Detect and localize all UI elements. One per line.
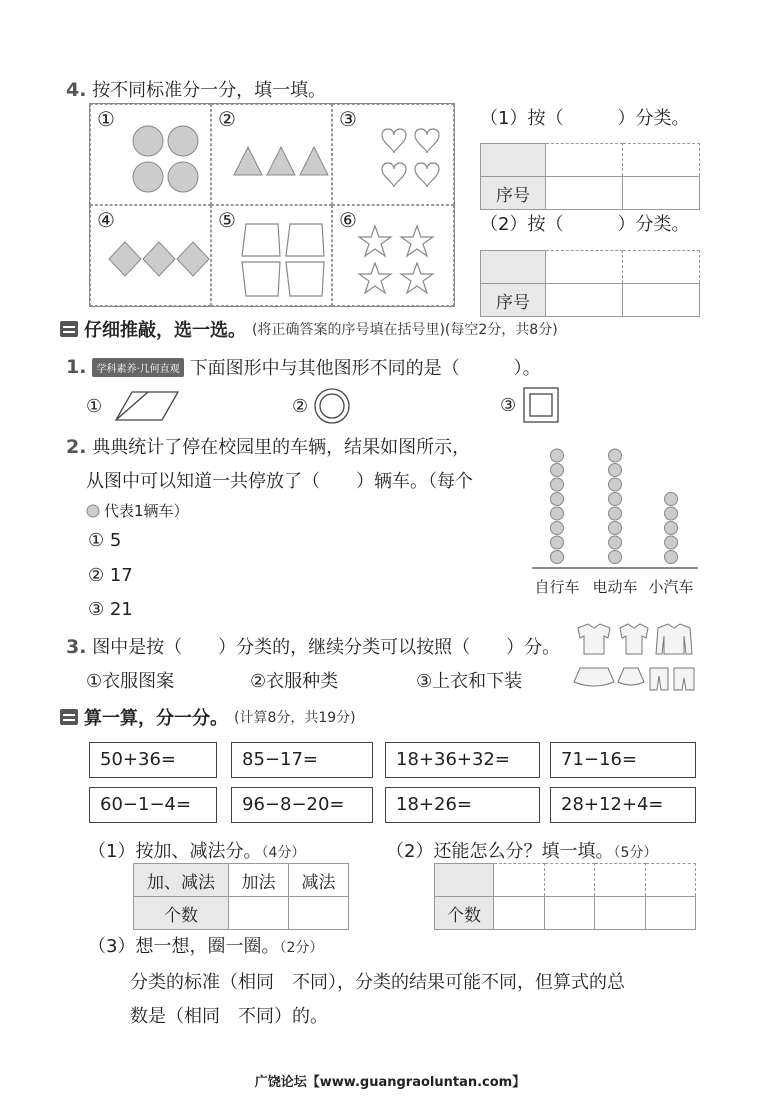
s3-sub1 xyxy=(88,837,305,863)
sub3-score: （2分） xyxy=(279,940,324,956)
section2-heading xyxy=(60,316,558,342)
q3-text: 图中是按（ ）分类的，继续分类可以按照（ ）分。 xyxy=(92,637,561,658)
section2-note: (将正确答案的序号填在括号里)(每空2分，共8分) xyxy=(252,322,558,338)
q4-sub1: （1）按（ ）分类。 xyxy=(480,108,690,129)
chart-dot-3 xyxy=(665,493,678,506)
sub1-score: （4分） xyxy=(261,845,306,861)
cell-number: ① xyxy=(97,107,115,131)
row-label: 序号 xyxy=(481,177,546,210)
add-sub-table xyxy=(133,863,349,930)
footer: 广饶论坛【www.guangraoluntan.com】 xyxy=(254,1075,526,1090)
shape-grid xyxy=(89,103,455,307)
answer-cell[interactable] xyxy=(546,284,623,317)
q2-option-3[interactable]: ③ 21 xyxy=(88,599,133,620)
s2-q1 xyxy=(66,354,541,380)
sub3-text: （3）想一想，圈一圈。 xyxy=(88,936,280,957)
q-number: 3. xyxy=(66,636,87,658)
cell-4 xyxy=(90,205,211,306)
calc-box[interactable]: 50+36= xyxy=(89,742,217,778)
circle-unit-icon xyxy=(86,504,100,518)
chart-dot-1 xyxy=(551,449,564,462)
calc-box[interactable]: 28+12+4= xyxy=(550,787,696,823)
answer-cell[interactable] xyxy=(494,897,545,930)
answer-cell[interactable] xyxy=(289,897,349,930)
chart-label-ebike: 电动车 xyxy=(592,578,638,596)
sub2-score: （5分） xyxy=(613,845,658,861)
chart-dot-1 xyxy=(551,551,564,564)
option-label: ② xyxy=(292,395,309,417)
q1-option-1[interactable] xyxy=(86,390,182,422)
section2-title: 仔细推敲，选一选。 xyxy=(84,320,246,341)
q-number: 2. xyxy=(66,436,87,458)
chart-dot-3 xyxy=(665,507,678,520)
chart-dot-3 xyxy=(665,551,678,564)
clothes-icon xyxy=(570,620,700,700)
cell-1 xyxy=(90,104,211,205)
row-label: 个数 xyxy=(435,897,494,930)
answer-cell[interactable] xyxy=(546,177,623,210)
answer-cell[interactable] xyxy=(623,177,700,210)
parallelogram-icon xyxy=(102,390,182,422)
chart-dot-3 xyxy=(665,522,678,535)
q2-text: 典典统计了停在校园里的车辆，结果如图所示， xyxy=(92,437,471,458)
chart-label-bicycle: 自行车 xyxy=(534,578,580,596)
q1-option-2[interactable] xyxy=(292,388,354,424)
chart-dot-3 xyxy=(665,536,678,549)
answer-cell[interactable] xyxy=(229,897,289,930)
sub1-text: （1）按加、减法分。 xyxy=(88,841,262,862)
skill-badge: 学科素养·几何直观 xyxy=(92,358,183,377)
section-icon xyxy=(60,709,78,725)
q4-table2 xyxy=(480,250,700,313)
cell-6 xyxy=(332,205,454,306)
q1-text: 下面图形中与其他图形不同的是（ ）。 xyxy=(189,358,541,379)
cell-3 xyxy=(332,104,454,205)
q3-option-2[interactable]: ②衣服种类 xyxy=(250,671,339,692)
chart-dot-1 xyxy=(551,493,564,506)
q4-sub2: （2）按（ ）分类。 xyxy=(480,214,690,235)
option-label: ③ xyxy=(500,394,517,416)
table-header: 加法 xyxy=(229,864,289,897)
s2-q2-line2: 从图中可以知道一共停放了（ ）辆车。（每个 xyxy=(86,471,473,492)
cell-number: ⑥ xyxy=(339,208,357,232)
section3-heading xyxy=(60,704,356,730)
chart-dot-2 xyxy=(609,522,622,535)
chart-dot-2 xyxy=(609,478,622,491)
chart-dot-2 xyxy=(609,464,622,477)
section-icon xyxy=(60,321,78,337)
custom-table xyxy=(434,863,696,930)
row-label: 序号 xyxy=(481,284,546,317)
double-circle-icon xyxy=(314,388,354,424)
q4-number: 4. xyxy=(66,79,87,101)
table-header: 加、减法 xyxy=(134,864,229,897)
q2-option-1[interactable]: ① 5 xyxy=(88,530,122,551)
s3-sub3 xyxy=(88,932,323,958)
answer-cell[interactable] xyxy=(645,897,696,930)
vehicle-chart xyxy=(530,440,700,600)
q3-option-3[interactable]: ③上衣和下装 xyxy=(416,671,523,692)
q-number: 1. xyxy=(66,356,87,378)
q4-table1 xyxy=(480,143,700,206)
section3-note: (计算8分，共19分) xyxy=(234,710,356,726)
chart-dot-2 xyxy=(609,493,622,506)
s3-line2: 数是（相同 不同）的。 xyxy=(130,1006,328,1027)
chart-dot-2 xyxy=(609,507,622,520)
q4-text: 按不同标准分一分，填一填。 xyxy=(92,80,327,101)
cell-number: ③ xyxy=(339,107,357,131)
chart-dot-1 xyxy=(551,522,564,535)
s2-q3 xyxy=(66,633,560,659)
s3-sub2 xyxy=(386,837,657,863)
q1-option-3[interactable] xyxy=(500,386,562,424)
cell-number: ④ xyxy=(97,208,115,232)
chart-dot-1 xyxy=(551,507,564,520)
calc-box[interactable]: 85−17= xyxy=(231,742,373,778)
cell-number: ② xyxy=(218,107,236,131)
chart-dot-2 xyxy=(609,449,622,462)
s2-q2-line1 xyxy=(66,433,470,459)
calc-box[interactable]: 18+26= xyxy=(385,787,540,823)
chart-dot-1 xyxy=(551,536,564,549)
chart-label-car: 小汽车 xyxy=(648,578,694,596)
answer-cell[interactable] xyxy=(544,897,595,930)
table-header: 减法 xyxy=(289,864,349,897)
calc-box[interactable]: 71−16= xyxy=(550,742,696,778)
s2-q2-line3 xyxy=(86,500,189,521)
chart-dot-2 xyxy=(609,536,622,549)
calc-box[interactable]: 18+36+32= xyxy=(385,742,540,778)
sub2-text: （2）还能怎么分？填一填。 xyxy=(386,841,614,862)
cell-number: ⑤ xyxy=(218,208,236,232)
q3-option-1[interactable]: ①衣服图案 xyxy=(86,671,175,692)
chart-dot-1 xyxy=(551,478,564,491)
answer-cell[interactable] xyxy=(595,897,646,930)
cell-2 xyxy=(211,104,332,205)
q4-heading xyxy=(66,76,326,102)
cell-5 xyxy=(211,205,332,306)
double-square-icon xyxy=(522,386,562,424)
unit-note: 代表1辆车） xyxy=(104,502,189,520)
chart-dot-1 xyxy=(551,464,564,477)
s3-line1: 分类的标准（相同 不同），分类的结果可能不同，但算式的总 xyxy=(130,972,625,993)
calc-box[interactable]: 60−1−4= xyxy=(89,787,217,823)
answer-cell[interactable] xyxy=(623,284,700,317)
calc-box[interactable]: 96−8−20= xyxy=(231,787,373,823)
row-label: 个数 xyxy=(134,897,229,930)
option-label: ① xyxy=(86,395,103,417)
q2-option-2[interactable]: ② 17 xyxy=(88,565,133,586)
section3-title: 算一算，分一分。 xyxy=(84,708,228,729)
chart-dot-2 xyxy=(609,551,622,564)
